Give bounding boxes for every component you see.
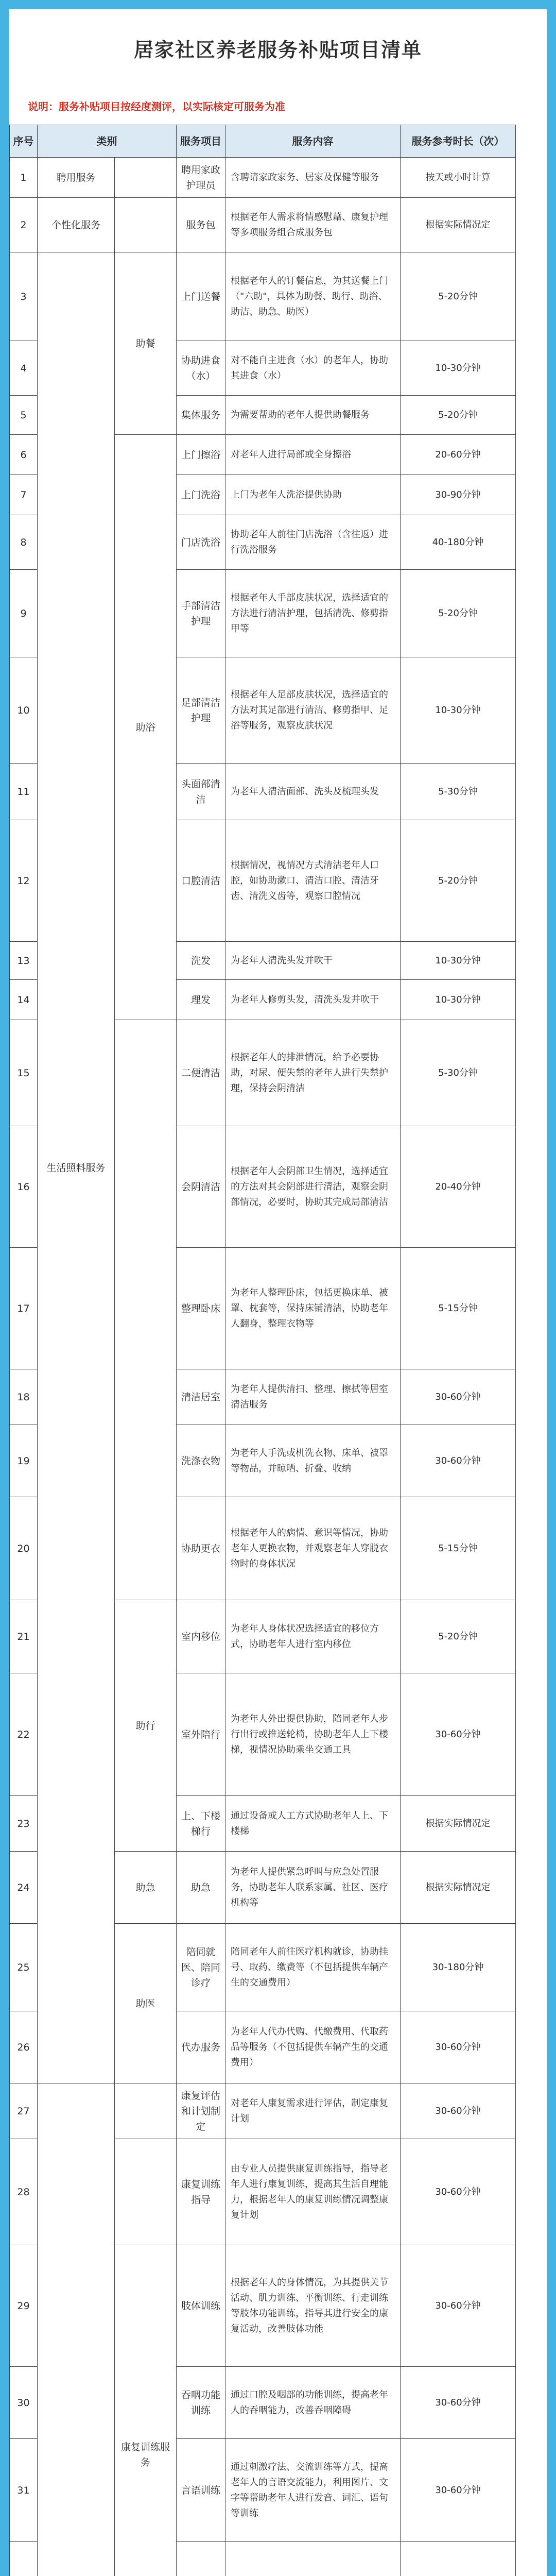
service-item: 足部清洁护理 (177, 657, 225, 764)
row-number: 28 (9, 2139, 38, 2245)
row-number: 3 (9, 252, 38, 341)
service-item: 二便清洁 (177, 1020, 225, 1126)
service-duration: 根据实际情况定 (401, 1852, 516, 1924)
service-item: 上、下楼梯行 (177, 1796, 225, 1852)
category-cell: 生活照料服务 (38, 252, 115, 2083)
service-item: 理发 (177, 980, 225, 1020)
row-number: 12 (9, 820, 38, 942)
subcategory-cell (115, 198, 177, 252)
header-no: 序号 (9, 125, 38, 158)
service-item: 言语训练 (177, 2439, 225, 2542)
service-item (177, 2542, 225, 2576)
service-duration: 根据实际情况定 (401, 1796, 516, 1852)
header-category: 类别 (38, 125, 177, 158)
subcategory-cell (115, 2139, 177, 2245)
header-duration: 服务参考时长（次） (401, 125, 516, 158)
row-number (9, 2542, 38, 2576)
service-content: 通过设备或人工方式协助老年人上、下楼梯 (225, 1796, 401, 1852)
service-content: 上门为老年人洗浴提供协助 (225, 475, 401, 515)
service-duration: 30-60分钟 (401, 2245, 516, 2367)
service-content: 根据老年人会阴部卫生情况，选择适宜的方法对其会阴部进行清洁，观察会阴部情况，必要时，协助其完成局部清洁 (225, 1126, 401, 1248)
row-number: 25 (9, 1924, 38, 2011)
service-duration: 5-20分钟 (401, 820, 516, 942)
service-duration: 30-60分钟 (401, 1369, 516, 1425)
row-number: 29 (9, 2245, 38, 2367)
service-duration: 按天或小时计算 (401, 158, 516, 198)
category-cell: 聘用服务 (38, 158, 115, 198)
row-number: 31 (9, 2439, 38, 2542)
service-content: 根据老年人的排泄情况，给予必要协助，对尿、便失禁的老年人进行失禁护理，保持会阴清洁 (225, 1020, 401, 1126)
document-note: 说明：服务补贴项目按经度测评，以实际核定可服务为准 (28, 100, 285, 113)
service-duration: 30-60分钟 (401, 2139, 516, 2245)
service-content: 根据老年人手部皮肤状况，选择适宜的方法进行清洁护理，包括清洗、修剪指甲等 (225, 570, 401, 657)
service-item: 洗发 (177, 942, 225, 980)
service-item: 上门洗浴 (177, 475, 225, 515)
service-duration: 30-180分钟 (401, 1924, 516, 2011)
row-number: 23 (9, 1796, 38, 1852)
service-content: 为老年人整理卧床，包括更换床单、被罩、枕套等，保持床铺清洁，协助老年人翻身，整理衣物等 (225, 1248, 401, 1369)
service-item: 协助更衣 (177, 1497, 225, 1600)
service-duration: 10-30分钟 (401, 980, 516, 1020)
row-number: 2 (9, 198, 38, 252)
row-number: 27 (9, 2083, 38, 2139)
service-item: 聘用家政护理员 (177, 158, 225, 198)
service-item: 口腔清洁 (177, 820, 225, 942)
service-item: 吞咽功能训练 (177, 2367, 225, 2439)
subcategory-cell: 助急 (115, 1852, 177, 1924)
row-number: 21 (9, 1600, 38, 1673)
service-duration: 5-30分钟 (401, 764, 516, 820)
service-item: 陪同就医、陪同诊疗 (177, 1924, 225, 2011)
header-item: 服务项目 (177, 125, 225, 158)
row-number: 1 (9, 158, 38, 198)
service-item: 上门送餐 (177, 252, 225, 341)
service-duration: 5-15分钟 (401, 1248, 516, 1369)
subcategory-cell: 助浴 (115, 435, 177, 1020)
service-duration: 5-20分钟 (401, 252, 516, 341)
service-duration (401, 2542, 516, 2576)
service-duration: 10-30分钟 (401, 942, 516, 980)
row-number: 6 (9, 435, 38, 475)
service-item: 门店洗浴 (177, 515, 225, 570)
row-number: 13 (9, 942, 38, 980)
service-content: 为需要帮助的老年人提供助餐服务 (225, 396, 401, 435)
row-number: 22 (9, 1673, 38, 1796)
row-number: 18 (9, 1369, 38, 1425)
row-number: 11 (9, 764, 38, 820)
service-content: 根据老年人的病情、意识等情况，协助老年人更换衣物，并观察老年人穿脱衣物时的身体状况 (225, 1497, 401, 1600)
service-item: 康复评估和计划制定 (177, 2083, 225, 2139)
service-content: 通过刺激疗法、交流训练等方式，提高老年人的言语交流能力，利用图片、文字等帮助老年人进行发音、词汇、语句等训练 (225, 2439, 401, 2542)
row-number: 14 (9, 980, 38, 1020)
service-item: 集体服务 (177, 396, 225, 435)
row-number: 17 (9, 1248, 38, 1369)
service-item: 协助进食（水） (177, 341, 225, 396)
service-item: 室外陪行 (177, 1673, 225, 1796)
row-number: 16 (9, 1126, 38, 1248)
service-content: 根据老年人足部皮肤状况，选择适宜的方法对其足部进行清洁、修剪指甲、足浴等服务，观察皮肤状况 (225, 657, 401, 764)
service-item: 上门擦浴 (177, 435, 225, 475)
service-duration: 30-90分钟 (401, 475, 516, 515)
row-number: 8 (9, 515, 38, 570)
service-content: 为老年人身体状况选择适宜的移位方式，协助老年人进行室内移位 (225, 1600, 401, 1673)
row-number: 19 (9, 1425, 38, 1497)
subcategory-cell (115, 1020, 177, 1600)
service-content: 为老年人提供清扫、整理、擦拭等居室清洁服务 (225, 1369, 401, 1425)
service-duration: 10-30分钟 (401, 341, 516, 396)
row-number: 5 (9, 396, 38, 435)
row-number: 26 (9, 2011, 38, 2083)
service-content: 对老年人进行局部或全身擦浴 (225, 435, 401, 475)
subcategory-cell: 康复训练服务 (115, 2245, 177, 2576)
service-duration: 30-60分钟 (401, 2367, 516, 2439)
subcategory-cell (115, 158, 177, 198)
service-duration: 30-60分钟 (401, 1425, 516, 1497)
service-item: 清洁居室 (177, 1369, 225, 1425)
service-content: 为老年人外出提供协助，陪同老年人步行出行或推送轮椅，协助老年人上下楼梯，视情况协助乘坐交通工具 (225, 1673, 401, 1796)
service-content: 由专业人员提供康复训练指导，指导老年人进行康复训练，提高其生活自理能力，根据老年人的康复训练情况调整康复计划 (225, 2139, 401, 2245)
title-area (9, 9, 547, 87)
service-item: 会阴清洁 (177, 1126, 225, 1248)
row-number: 15 (9, 1020, 38, 1126)
service-content: 陪同老年人前往医疗机构就诊，协助挂号、取药、缴费等（不包括提供车辆产生的交通费用） (225, 1924, 401, 2011)
row-number: 4 (9, 341, 38, 396)
category-cell (38, 2083, 115, 2576)
service-content: 含聘请家政家务、居家及保健等服务 (225, 158, 401, 198)
service-content: 为老年人清洗头发并吹干 (225, 942, 401, 980)
service-item: 肢体训练 (177, 2245, 225, 2367)
row-number: 20 (9, 1497, 38, 1600)
service-duration: 5-20分钟 (401, 570, 516, 657)
service-item: 整理卧床 (177, 1248, 225, 1369)
row-number: 7 (9, 475, 38, 515)
service-duration: 30-60分钟 (401, 2083, 516, 2139)
service-content: 为老年人手洗或机洗衣物、床单、被罩等物品，并晾晒、折叠、收纳 (225, 1425, 401, 1497)
service-item: 洗涤衣物 (177, 1425, 225, 1497)
service-duration: 20-60分钟 (401, 435, 516, 475)
service-duration: 30-60分钟 (401, 2011, 516, 2083)
service-duration: 20-40分钟 (401, 1126, 516, 1248)
subcategory-cell: 助行 (115, 1600, 177, 1852)
service-content: 对老年人康复需求进行评估，制定康复计划 (225, 2083, 401, 2139)
row-number: 9 (9, 570, 38, 657)
service-item: 助急 (177, 1852, 225, 1924)
service-duration: 10-30分钟 (401, 657, 516, 764)
service-content: 根据老年人的身体情况，为其提供关节活动、肌力训练、平衡训练、行走训练等肢体功能训练，指导其进行安全的康复活动，改善肢体功能 (225, 2245, 401, 2367)
service-duration: 5-30分钟 (401, 1020, 516, 1126)
service-duration: 5-15分钟 (401, 1497, 516, 1600)
document-title: 居家社区养老服务补贴项目清单 (133, 38, 422, 61)
service-duration: 40-180分钟 (401, 515, 516, 570)
row-number: 24 (9, 1852, 38, 1924)
service-item: 头面部清洁 (177, 764, 225, 820)
service-duration: 根据实际情况定 (401, 198, 516, 252)
service-content: 对不能自主进食（水）的老年人，协助其进食（水） (225, 341, 401, 396)
row-number: 10 (9, 657, 38, 764)
service-content: 根据老年人需求将情感慰藉、康复护理等多项服务组合成服务包 (225, 198, 401, 252)
service-duration: 30-60分钟 (401, 1673, 516, 1796)
service-item: 代办服务 (177, 2011, 225, 2083)
service-duration: 5-20分钟 (401, 396, 516, 435)
service-table (9, 125, 547, 2576)
service-content: 为老年人修剪头发，清洗头发并吹干 (225, 980, 401, 1020)
service-item: 服务包 (177, 198, 225, 252)
header-content: 服务内容 (225, 125, 401, 158)
category-cell: 个性化服务 (38, 198, 115, 252)
service-item: 室内移位 (177, 1600, 225, 1673)
service-content: 根据老年人的订餐信息，为其送餐上门（"六助"，具体为助餐、助行、助浴、助洁、助急、助医） (225, 252, 401, 341)
service-item: 康复训练指导 (177, 2139, 225, 2245)
service-content: 为老年人提供紧急呼叫与应急处置服务，协助老年人联系家属、社区、医疗机构等 (225, 1852, 401, 1924)
service-content: 为老年人清洁面部、洗头及梳理头发 (225, 764, 401, 820)
service-item: 手部清洁护理 (177, 570, 225, 657)
subcategory-cell (115, 2083, 177, 2139)
service-content: 根据情况，视情况方式清洁老年人口腔，如协助漱口、清洁口腔、清洁牙齿、清洗义齿等，观察口腔情况 (225, 820, 401, 942)
service-content (225, 2542, 401, 2576)
subcategory-cell: 助医 (115, 1924, 177, 2083)
service-duration: 5-20分钟 (401, 1600, 516, 1673)
row-number: 30 (9, 2367, 38, 2439)
service-content: 为老年人代办代购、代缴费用、代取药品等服务（不包括提供车辆产生的交通费用） (225, 2011, 401, 2083)
service-content: 协助老年人前往门店洗浴（含往返）进行洗浴服务 (225, 515, 401, 570)
service-content: 通过口腔及咽部的功能训练，提高老年人的吞咽能力，改善吞咽障碍 (225, 2367, 401, 2439)
subcategory-cell: 助餐 (115, 252, 177, 435)
service-duration: 30-60分钟 (401, 2439, 516, 2542)
